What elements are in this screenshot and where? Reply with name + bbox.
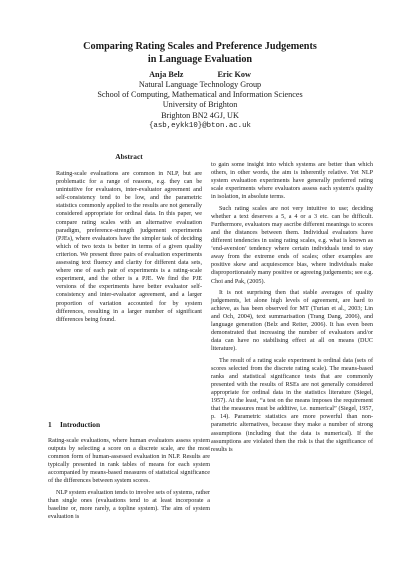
author-list	[0, 70, 400, 80]
right-column	[211, 161, 373, 454]
paragraph: to gain some insight into which systems are better than which others, in other words, the aim is inherently relative. Yet NLP system evaluation experiments have generally preferred rating scale experiments where evaluators assess each system's quality in isolation, in absolute terms.	[211, 162, 373, 201]
introduction-body	[48, 437, 210, 521]
author-email: {asb,eykk10}@bton.ac.uk	[148, 121, 251, 130]
paragraph: Such rating scales are not very intuitive to use; deciding whether a text deserves a 5, a 4 or a 3 etc. can be difficult. Furthermore, evaluators may ascribe different meanings to scores and the distances between them. Individual evaluators have different tendencies in using rating scales, e.g. what is known as ‘end-aversion’ tendency where certain individuals tend to stay away from the extreme ends of scales; other examples are positive skew and acquiescence bias, where individuals make disproportionately many positive or agreeing judgements; see e.g. Choi and Pak, (2005).	[211, 205, 373, 285]
section-title: Introduction	[60, 420, 101, 429]
abstract-text: Rating-scale evaluations are common in NLP, but are problematic for a range of reasons, e.g. they can be unintuitive for evaluators, inter-evaluator agreement and self-consistency tend to be low, and the parametric statistics commonly applied to the results are not generally considered appropriate for ordinal data. In this paper, we compare rating scales with an alternative evaluation paradigm, preference-strength judgement experiments (PJEs), where evaluators have the simpler task of deciding which of two texts is better in terms of a given quality criterion. We present three pairs of evaluation experiments assessing text fluency and clarity for different data sets, where one of each pair of experiments is a rating-scale experiment, and the other is a PJE. We find the PJE versions of the experiments have better evaluator self-consistency and inter-evaluator agreement, and a larger proportion of variation accounted for by system differences, resulting in a larger number of significant differences being found.	[56, 171, 202, 323]
paper-title	[0, 41, 400, 66]
affiliation-school: School of Computing, Mathematical and Information Sciences	[97, 90, 303, 100]
section-heading-introduction	[48, 420, 210, 429]
author-name: Anja Belz	[149, 70, 184, 79]
paragraph: It is not surprising then that stable averages of quality judgements, let alone high levels of agreement, are hard to achieve, as has been observed for MT (Turian et al., 2003; Lin and Och, 2004), text summarisation (Trang Dang, 2006), and language generation (Belz and Reiter, 2006). It has even been demonstrated that increasing the number of evaluators and/or data can have no stabilising effect at all on means (DUC literature).	[211, 289, 373, 353]
affiliation-university: University of Brighton	[162, 100, 238, 110]
paragraph: Rating-scale evaluations, where human evaluators assess system outputs by selecting a score on a discrete scale, are the most common form of human-assessed evaluation in NLP. Results are typically presented in rank tables of means for each system accompanied by means-based measures of statistical significance of the differences between system scores.	[48, 438, 210, 485]
title-line-1: Comparing Rating Scales and Preference Judgements	[83, 41, 317, 52]
affiliation	[0, 80, 400, 131]
abstract-body	[56, 170, 202, 324]
affiliation-group: Natural Language Technology Group	[138, 80, 262, 89]
section-number: 1	[48, 420, 52, 429]
paragraph: NLP system evaluation tends to involve sets of systems, rather than single ones (evaluations tend to at least incorporate a baseline or, more rarely, a topline system). The aim of system evaluation is	[48, 489, 210, 521]
title-line-2: in Language Evaluation	[147, 53, 253, 65]
paragraph: The result of a rating scale experiment is ordinal data (sets of scores selected from the discrete rating scale). The means-based ranks and statistical significance tests that are commonly presented with the results of RSEs are not generally considered appropriate for ordinal data in the statistics literature (Siegel, 1957). At the least, “a test on the means imposes the requirement that the measures must be additive, i.e. numerical” (Siegel, 1957, p. 14). Parametric statistics are more powerful than non-parametric alternatives, because they make a number of strong assumptions (including that the data is numerical). If the assumptions are violated then the risk is that the significance of results is	[211, 357, 373, 453]
author-name: Eric Kow	[217, 70, 251, 79]
paper-header	[0, 41, 400, 131]
affiliation-address: Brighton BN2 4GJ, UK	[161, 110, 239, 120]
abstract-heading: Abstract	[115, 152, 143, 161]
